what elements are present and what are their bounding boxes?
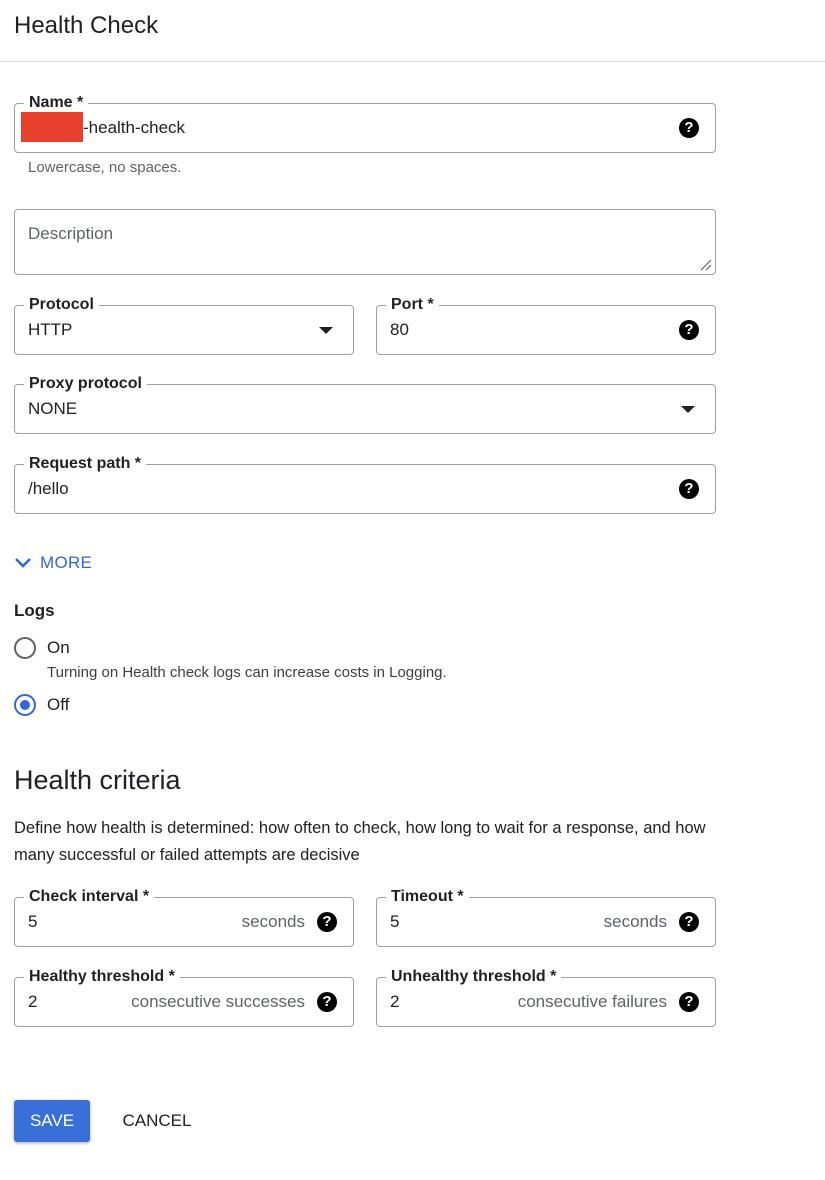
description-input[interactable]: Description	[28, 224, 114, 243]
help-circle-icon[interactable]: ?	[679, 992, 699, 1012]
help-circle-icon[interactable]: ?	[679, 118, 699, 138]
timeout-suffix: seconds	[603, 912, 667, 931]
timeout-label: Timeout *	[386, 887, 469, 907]
redaction-block	[21, 112, 83, 142]
logs-on-radio[interactable]	[14, 637, 36, 659]
check-interval-label: Check interval *	[24, 887, 154, 907]
dropdown-arrow-icon	[319, 327, 333, 334]
health-criteria-description: Define how health is determined: how often to check, how long to wait for a response, and how many successful or failed attempts are decisive	[14, 819, 706, 864]
save-button[interactable]: SAVE	[14, 1100, 90, 1142]
more-label: MORE	[40, 553, 93, 572]
request-path-field[interactable]	[14, 455, 716, 514]
help-circle-icon[interactable]: ?	[679, 320, 699, 340]
name-field[interactable]	[14, 94, 716, 153]
proxy-protocol-select[interactable]	[14, 375, 716, 434]
logs-off-label[interactable]: Off	[47, 695, 70, 714]
cancel-button[interactable]: CANCEL	[122, 1111, 192, 1130]
unhealthy-threshold-label: Unhealthy threshold *	[386, 967, 561, 987]
name-input[interactable]: -health-check	[83, 118, 186, 137]
port-field[interactable]	[376, 296, 716, 355]
healthy-threshold-field[interactable]	[14, 968, 354, 1027]
more-toggle-button[interactable]	[14, 551, 92, 575]
protocol-label: Protocol	[24, 295, 99, 315]
check-interval-field[interactable]	[14, 888, 354, 947]
description-field[interactable]	[14, 209, 716, 275]
logs-label: Logs	[14, 601, 55, 620]
healthy-threshold-suffix: consecutive successes	[131, 992, 305, 1011]
health-criteria-title: Health criteria	[14, 765, 181, 795]
unhealthy-threshold-input[interactable]: 2	[390, 992, 400, 1011]
help-circle-icon[interactable]: ?	[679, 479, 699, 499]
check-interval-suffix: seconds	[241, 912, 305, 931]
name-hint: Lowercase, no spaces.	[28, 159, 182, 176]
name-label: Name *	[24, 93, 88, 113]
unhealthy-threshold-field[interactable]	[376, 968, 716, 1027]
protocol-value: HTTP	[28, 320, 73, 339]
check-interval-input[interactable]: 5	[28, 912, 38, 931]
help-circle-icon[interactable]: ?	[317, 912, 337, 932]
port-label: Port *	[386, 295, 439, 315]
logs-on-hint: Turning on Health check logs can increase costs in Logging.	[47, 664, 447, 681]
proxy-protocol-value: NONE	[28, 399, 78, 418]
protocol-select[interactable]	[14, 296, 354, 355]
request-path-input[interactable]: /hello	[28, 479, 69, 498]
help-circle-icon[interactable]: ?	[679, 912, 699, 932]
dropdown-arrow-icon	[681, 406, 695, 413]
logs-off-radio[interactable]	[14, 694, 36, 716]
resize-grip-icon[interactable]	[700, 259, 712, 271]
page-title: Health Check	[14, 12, 159, 39]
timeout-field[interactable]	[376, 888, 716, 947]
unhealthy-threshold-suffix: consecutive failures	[517, 992, 667, 1011]
page-header	[0, 0, 825, 62]
chevron-down-icon	[14, 557, 32, 569]
timeout-input[interactable]: 5	[390, 912, 400, 931]
healthy-threshold-input[interactable]: 2	[28, 992, 38, 1011]
help-circle-icon[interactable]: ?	[317, 992, 337, 1012]
port-input[interactable]: 80	[390, 320, 409, 339]
request-path-label: Request path *	[24, 454, 146, 474]
proxy-protocol-label: Proxy protocol	[24, 374, 147, 394]
logs-on-label[interactable]: On	[47, 638, 70, 657]
healthy-threshold-label: Healthy threshold *	[24, 967, 180, 987]
